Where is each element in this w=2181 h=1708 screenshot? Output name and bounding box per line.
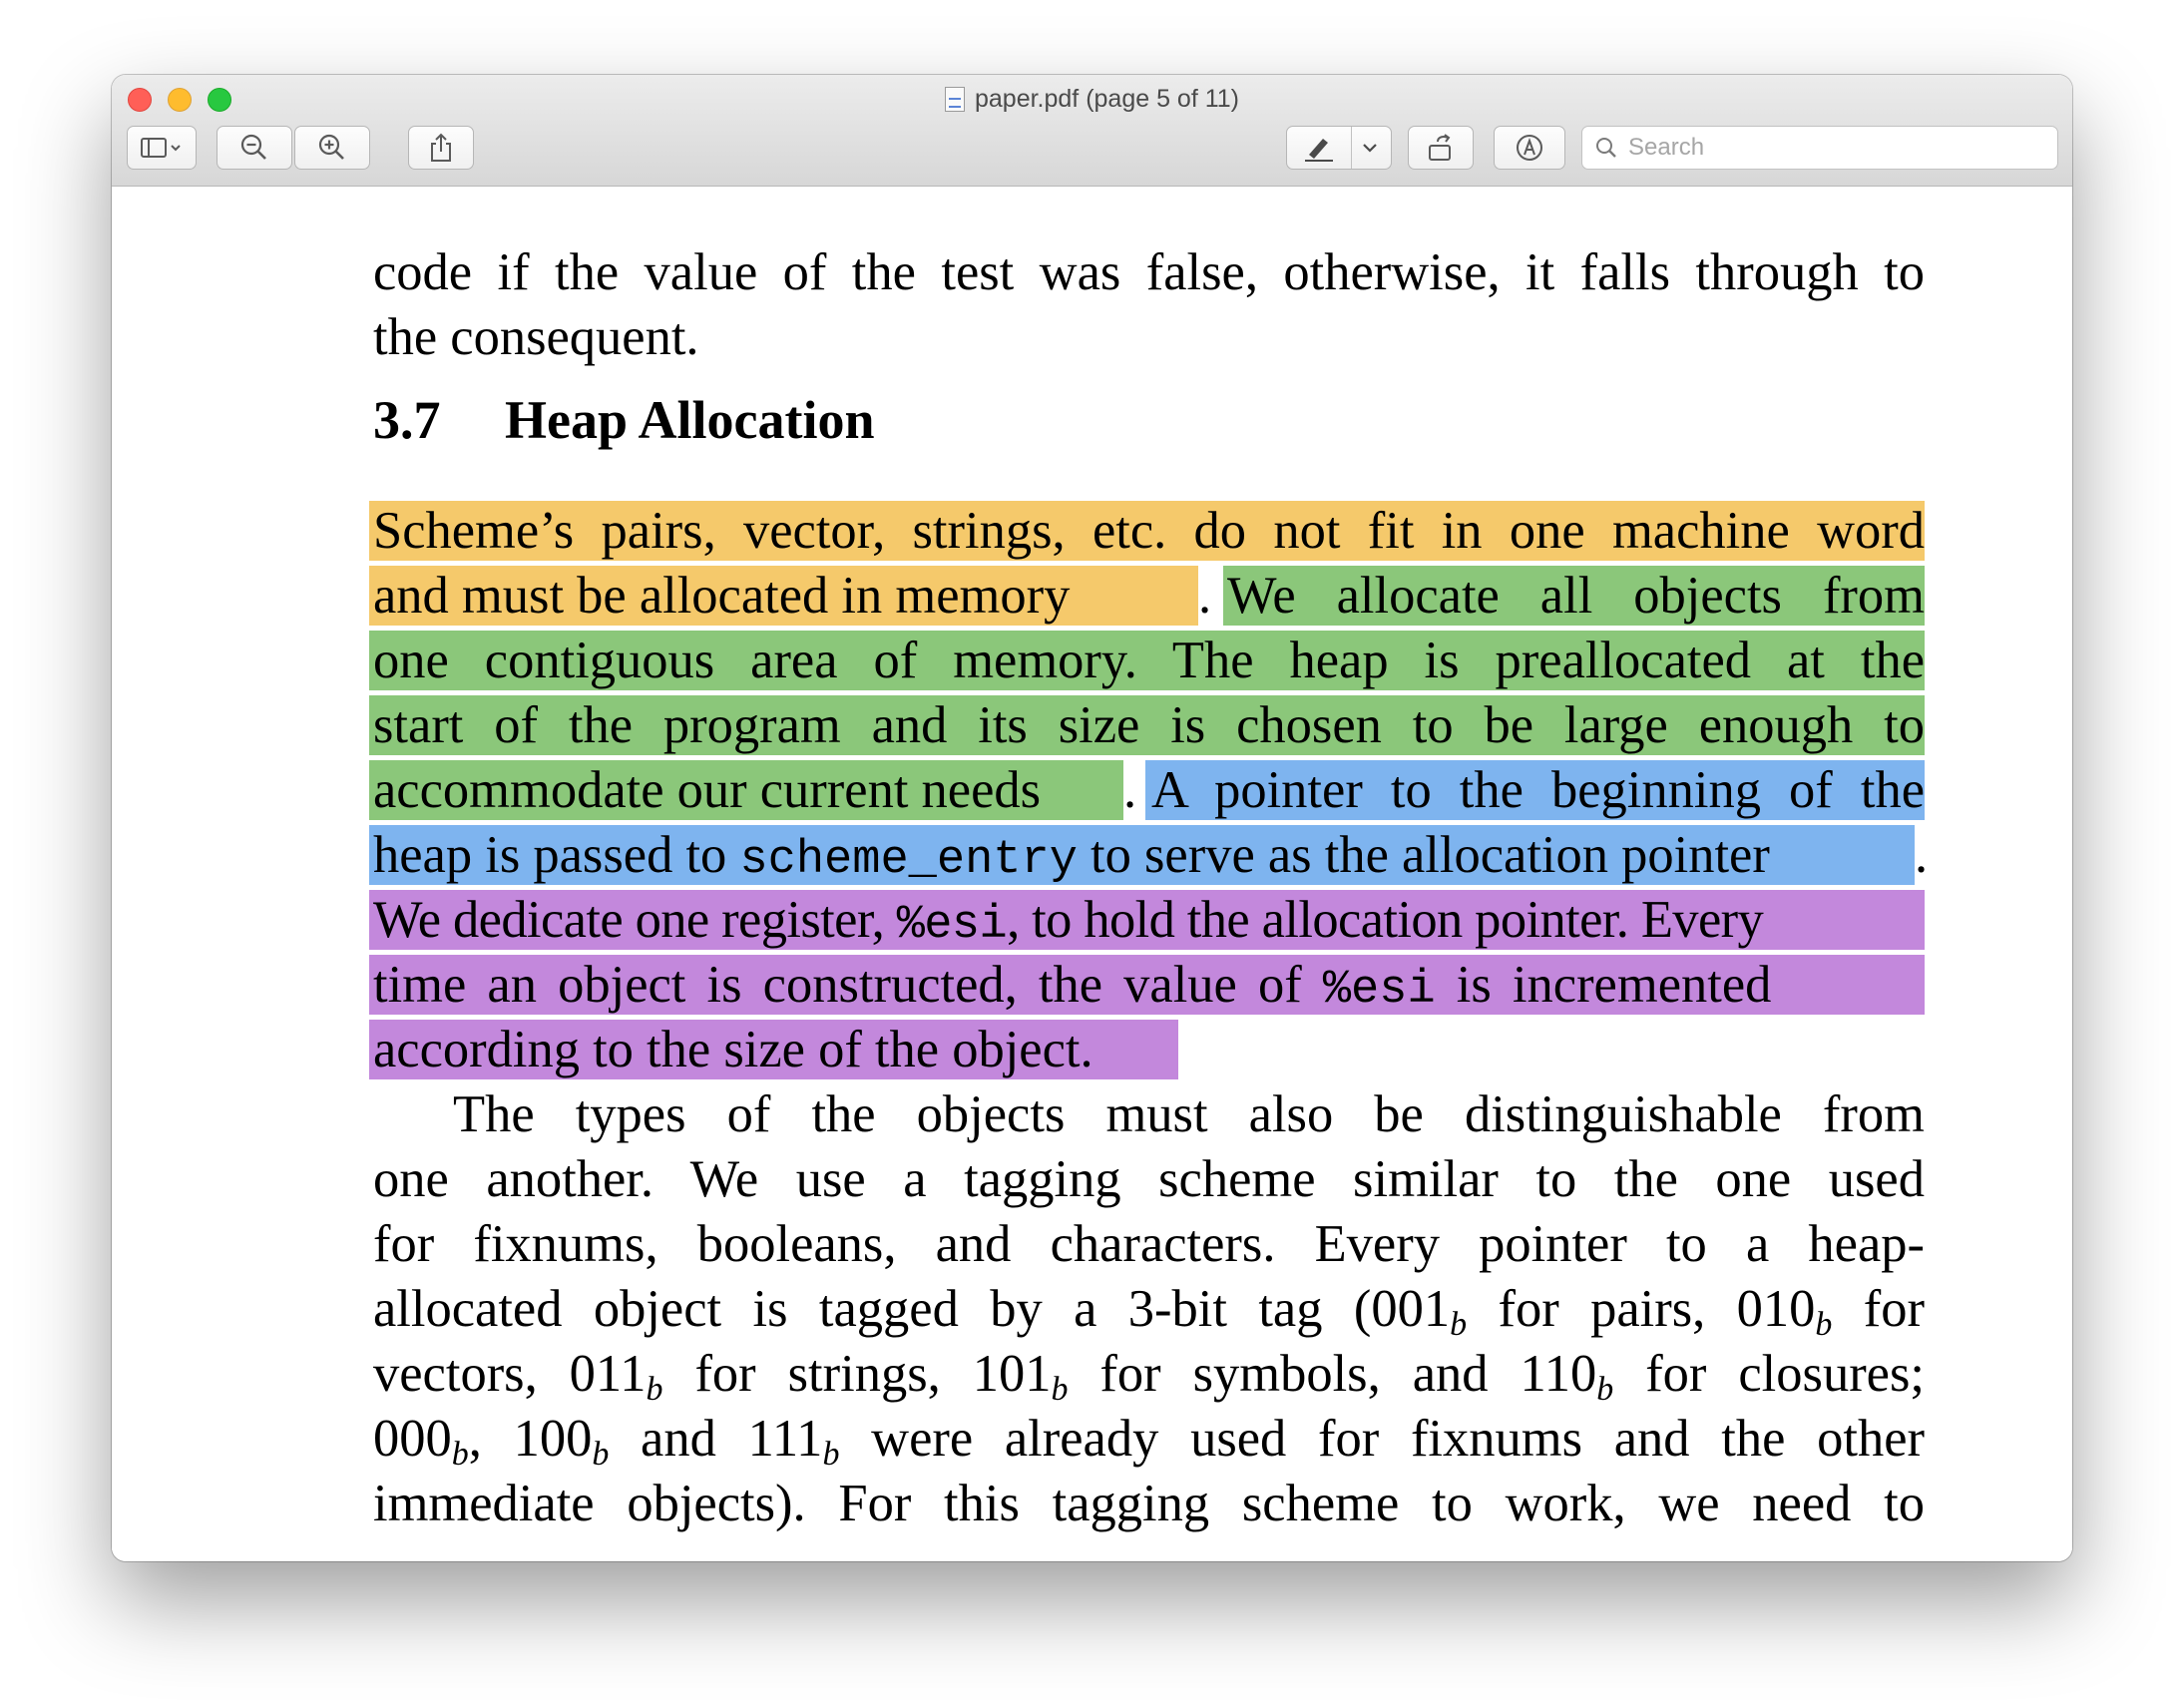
text-fragment: 000 — [373, 1410, 452, 1468]
text-line — [373, 307, 699, 367]
title-bar — [112, 75, 2072, 187]
highlight-yellow[interactable] — [369, 501, 1925, 561]
text-line — [373, 1279, 1925, 1343]
highlight-text: A pointer to the beginning of the — [1151, 761, 1925, 819]
text-line — [369, 566, 1925, 626]
highlight-yellow[interactable] — [369, 566, 1198, 626]
pdf-document-icon — [945, 87, 965, 112]
text-line-content: start of the program and its size is chosen to be large enough to — [373, 696, 1925, 754]
split-divider — [1351, 127, 1352, 169]
document-view[interactable] — [112, 187, 2072, 1561]
highlight-purple[interactable] — [369, 1020, 1178, 1079]
text-line — [369, 955, 1925, 1015]
subscript: b — [1815, 1306, 1833, 1343]
text-line — [369, 760, 1925, 820]
highlight-text: according to the size of the object. — [373, 1021, 1093, 1078]
highlight-blue[interactable] — [369, 825, 1915, 885]
text-line — [373, 1344, 1925, 1408]
text-fragment: , 100 — [468, 1410, 593, 1468]
text-fragment: for pairs, 010 — [1467, 1280, 1816, 1338]
highlight-purple[interactable] — [369, 955, 1925, 1015]
sidebar-view-button[interactable] — [127, 126, 197, 170]
text-line — [373, 1149, 1925, 1209]
subscript: b — [1051, 1371, 1069, 1408]
markup-icon — [1514, 132, 1545, 164]
share-button[interactable] — [408, 126, 474, 170]
text-line-content: immediate objects). For this tagging scheme to work, we need to — [373, 1475, 1925, 1532]
highlight-text: and must be allocated in memory — [373, 567, 1071, 625]
text-line — [369, 890, 1925, 950]
period: . — [1915, 826, 1929, 884]
highlight-purple[interactable] — [369, 890, 1925, 950]
subscript: b — [646, 1371, 663, 1408]
highlight-text: We allocate all objects from — [1227, 567, 1925, 625]
text-line — [453, 1084, 1925, 1144]
preview-window — [112, 75, 2072, 1561]
subscript: b — [451, 1436, 469, 1473]
highlight-text: to serve as the allocation pointer — [1090, 826, 1770, 884]
subscript: b — [1596, 1371, 1614, 1408]
text-line-content: one contiguous area of memory. The heap is preallocated at the — [373, 632, 1925, 689]
zoom-out-icon — [238, 132, 270, 164]
rotate-icon — [1424, 132, 1458, 164]
code-esi: %esi — [1322, 964, 1436, 1017]
search-field[interactable] — [1581, 126, 2058, 170]
section-number: 3.7 — [373, 390, 441, 450]
text-fragment: for symbols, and 110 — [1068, 1345, 1597, 1403]
highlight-text: accommodate our current needs — [373, 761, 1042, 819]
highlight-green[interactable] — [369, 695, 1925, 755]
section-title: Heap Allocation — [505, 390, 875, 450]
period: . — [1123, 761, 1137, 819]
zoom-in-button[interactable] — [294, 126, 370, 170]
share-icon — [427, 132, 455, 164]
subscript: b — [822, 1436, 840, 1473]
text-fragment: were already used for fixnums and the other — [839, 1410, 1925, 1468]
markup-button[interactable] — [1494, 126, 1565, 170]
text-fragment: for closures; — [1613, 1345, 1925, 1403]
text-line — [369, 1020, 1178, 1079]
window-title — [112, 83, 2072, 115]
highlight-text: is incremented — [1456, 956, 1772, 1014]
highlight-text: heap is passed to — [373, 826, 727, 884]
highlight-green[interactable] — [369, 631, 1925, 690]
subscript: b — [1450, 1306, 1468, 1343]
highlight-button[interactable] — [1286, 126, 1392, 170]
highlight-text: time an object is constructed, the value of — [373, 956, 1302, 1014]
text-line — [373, 1214, 1925, 1274]
zoom-in-icon — [316, 132, 348, 164]
text-line-content: code if the value of the test was false, otherwise, it falls through to — [373, 243, 1925, 301]
highlight-text: , to hold the allocation pointer. Every — [1007, 891, 1764, 949]
rotate-button[interactable] — [1408, 126, 1474, 170]
zoom-out-button[interactable] — [217, 126, 292, 170]
text-line — [369, 825, 1929, 887]
subscript: b — [592, 1436, 610, 1473]
highlighter-icon — [1301, 133, 1345, 163]
text-line — [373, 1409, 1925, 1473]
text-line-content: the consequent. — [373, 308, 699, 366]
text-line-content: one another. We use a tagging scheme similar to the one used — [373, 1150, 1925, 1208]
text-line — [373, 1474, 1925, 1533]
chevron-down-icon[interactable] — [1362, 142, 1378, 154]
highlight-green[interactable] — [1223, 566, 1925, 626]
section-heading — [373, 390, 875, 450]
text-fragment: vectors, 011 — [373, 1345, 647, 1403]
text-fragment: for — [1832, 1280, 1925, 1338]
highlight-blue[interactable] — [1145, 760, 1925, 820]
text-fragment: for strings, 101 — [662, 1345, 1052, 1403]
code-esi: %esi — [896, 899, 1008, 952]
window-title-text: paper.pdf (page 5 of 11) — [974, 85, 1239, 113]
period: . — [1198, 567, 1212, 625]
highlight-text: We dedicate one register, — [373, 891, 885, 949]
search-icon — [1594, 136, 1618, 160]
code-scheme-entry: scheme_entry — [739, 834, 1078, 887]
text-line-content: The types of the objects must also be distinguishable from — [453, 1085, 1925, 1143]
text-line-content: Scheme’s pairs, vector, strings, etc. do not fit in one machine word — [373, 502, 1925, 560]
text-line-content: for fixnums, booleans, and characters. Every pointer to a heap- — [373, 1215, 1925, 1273]
search-input[interactable] — [1628, 134, 2027, 162]
highlight-green[interactable] — [369, 760, 1123, 820]
text-fragment: and 111 — [609, 1410, 823, 1468]
sidebar-icon — [138, 135, 186, 161]
text-line — [373, 242, 1925, 302]
text-fragment: allocated object is tagged by a 3-bit tag (001 — [373, 1280, 1451, 1338]
